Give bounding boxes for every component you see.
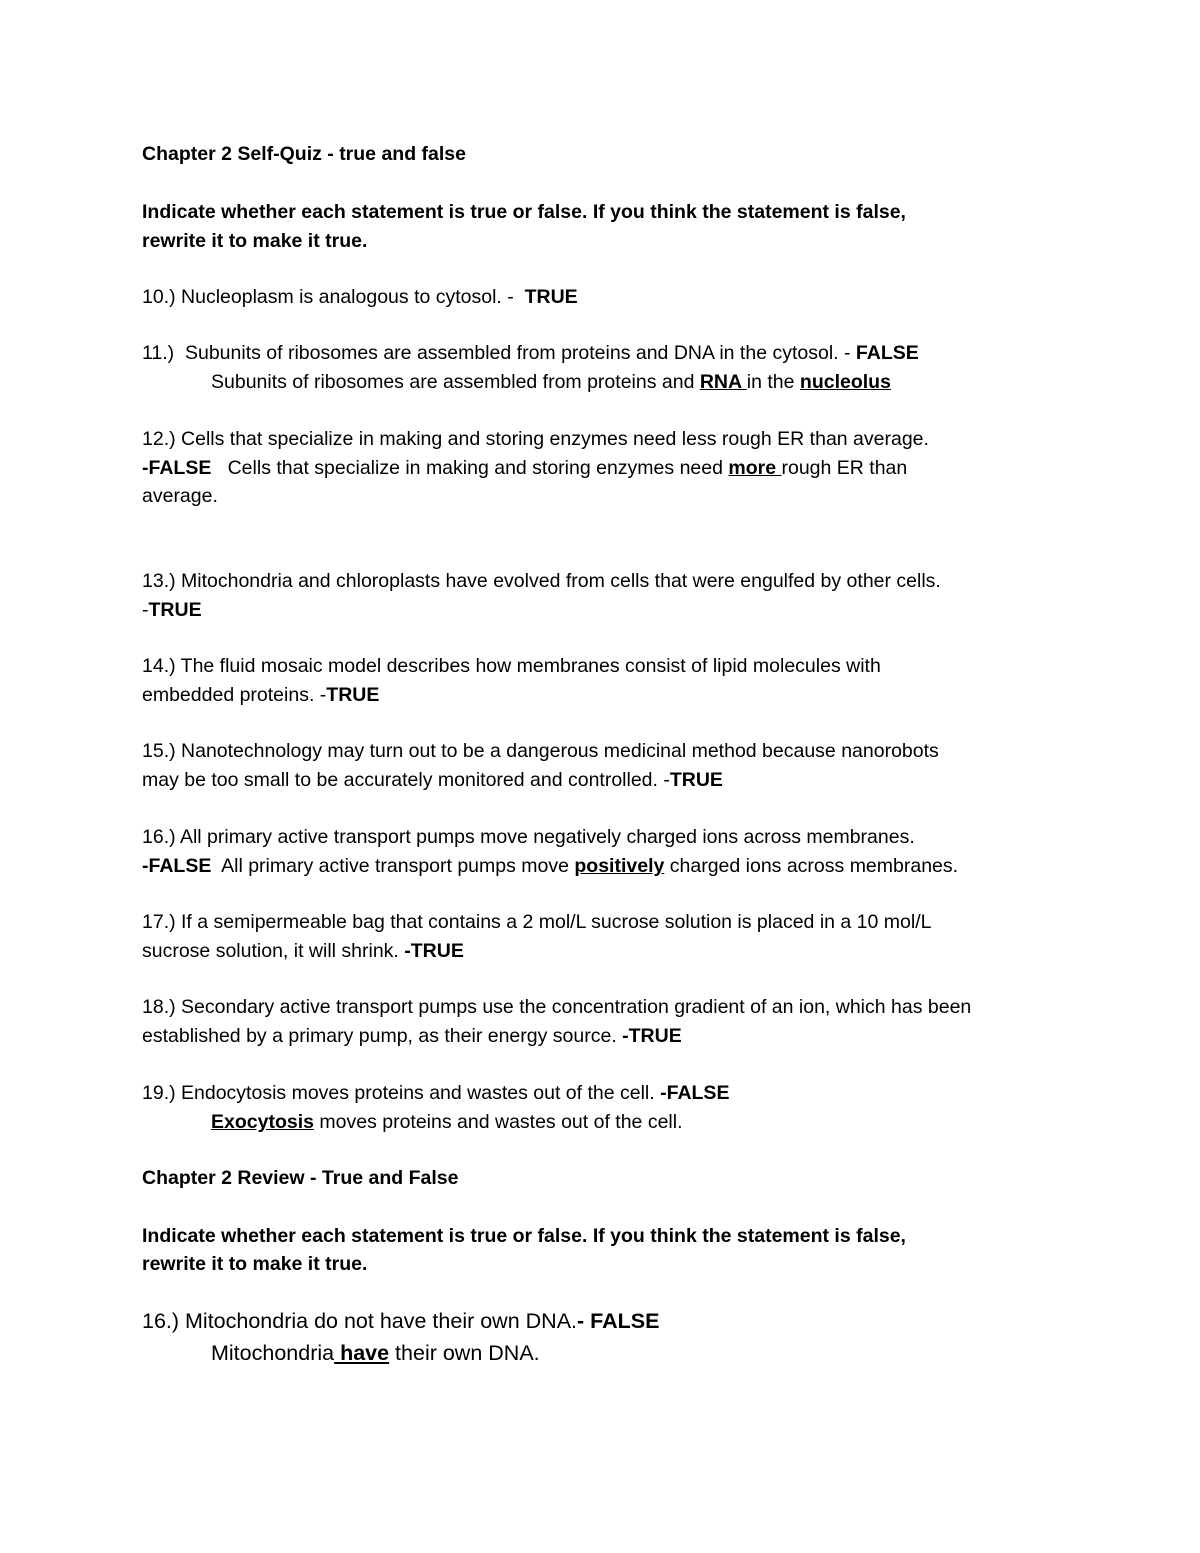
corrected-word: Exocytosis (211, 1111, 314, 1133)
section-heading: Chapter 2 Self-Quiz - true and false (142, 143, 466, 165)
question-text: sucrose solution, it will shrink. (142, 940, 405, 962)
answer-label: TRUE (669, 769, 723, 791)
correction-16 (142, 857, 958, 877)
question-text: may be too small to be accurately monitored and controlled. - (142, 769, 670, 791)
answer-label: TRUE (326, 684, 380, 706)
question-18: 18.) Secondary active transport pumps use the concentration gradient of an ion, which has been (142, 996, 972, 1018)
answer-dash: - (142, 599, 149, 621)
correction-text: All primary active transport pumps move (211, 855, 575, 877)
correction-text: Cells that specialize in making and storing enzymes need (211, 457, 729, 479)
instructions-line-1-review: Indicate whether each statement is true or false. If you think the statement is false, (142, 1225, 906, 1247)
correction-11 (211, 373, 891, 393)
answer-label: -TRUE (622, 1025, 682, 1047)
corrected-word: have (334, 1341, 390, 1365)
question-text: 19.) Endocytosis moves proteins and wastes out of the cell. (142, 1082, 661, 1104)
question-15-cont (142, 771, 723, 791)
instructions-line-1: Indicate whether each statement is true or false. If you think the statement is false, (142, 201, 906, 223)
question-19 (142, 1084, 729, 1104)
question-10 (142, 288, 578, 308)
answer-label: -FALSE (142, 855, 212, 877)
instructions-line-2: rewrite it to make it true. (142, 230, 368, 252)
correction-text: Subunits of ribosomes are assembled from proteins and (211, 371, 700, 393)
correction-text: charged ions across membranes. (664, 855, 959, 877)
question-12: 12.) Cells that specialize in making and storing enzymes need less rough ER than average. (142, 428, 929, 450)
question-14-cont (142, 686, 379, 706)
answer-13 (142, 601, 202, 621)
corrected-word: RNA (699, 371, 747, 393)
answer-label: -FALSE (142, 457, 212, 479)
question-11 (142, 344, 919, 364)
correction-text: Mitochondria (211, 1341, 335, 1365)
question-16: 16.) All primary active transport pumps move negatively charged ions across membranes. (142, 826, 915, 848)
question-17-cont (142, 942, 464, 962)
question-text: 11.) Subunits of ribosomes are assembled from proteins and DNA in the cytosol. - (142, 342, 856, 364)
corrected-word: nucleolus (799, 371, 891, 393)
question-14: 14.) The fluid mosaic model describes how membranes consist of lipid molecules with (142, 655, 881, 677)
question-text: embedded proteins. - (142, 684, 327, 706)
answer-label: TRUE (148, 599, 202, 621)
answer-label: -TRUE (404, 940, 464, 962)
review-question-16 (142, 1311, 659, 1333)
question-text: 16.) Mitochondria do not have their own DNA. (142, 1309, 578, 1333)
correction-text: in the (746, 371, 800, 393)
instructions-line-2-review: rewrite it to make it true. (142, 1253, 368, 1275)
correction-text: their own DNA. (389, 1341, 540, 1365)
correction-text: moves proteins and wastes out of the cell. (313, 1111, 683, 1133)
correction-text: rough ER than (781, 457, 908, 479)
answer-label: TRUE (524, 286, 578, 308)
answer-label: -FALSE (660, 1082, 730, 1104)
corrected-word: more (728, 457, 782, 479)
correction-19 (211, 1113, 683, 1133)
answer-label: - FALSE (577, 1309, 660, 1333)
question-text: established by a primary pump, as their energy source. (142, 1025, 623, 1047)
question-15: 15.) Nanotechnology may turn out to be a dangerous medicinal method because nanorobots (142, 740, 939, 762)
answer-label: FALSE (855, 342, 919, 364)
correction-12-cont: average. (142, 485, 218, 507)
question-17: 17.) If a semipermeable bag that contains a 2 mol/L sucrose solution is placed in a 10 mol/L (142, 911, 932, 933)
corrected-word: positively (574, 855, 665, 877)
question-13: 13.) Mitochondria and chloroplasts have evolved from cells that were engulfed by other cells. (142, 570, 941, 592)
correction-12 (142, 459, 907, 479)
section-heading-review: Chapter 2 Review - True and False (142, 1167, 459, 1189)
question-text: 10.) Nucleoplasm is analogous to cytosol. - (142, 286, 525, 308)
review-correction-16 (211, 1343, 540, 1365)
question-18-cont (142, 1027, 682, 1047)
